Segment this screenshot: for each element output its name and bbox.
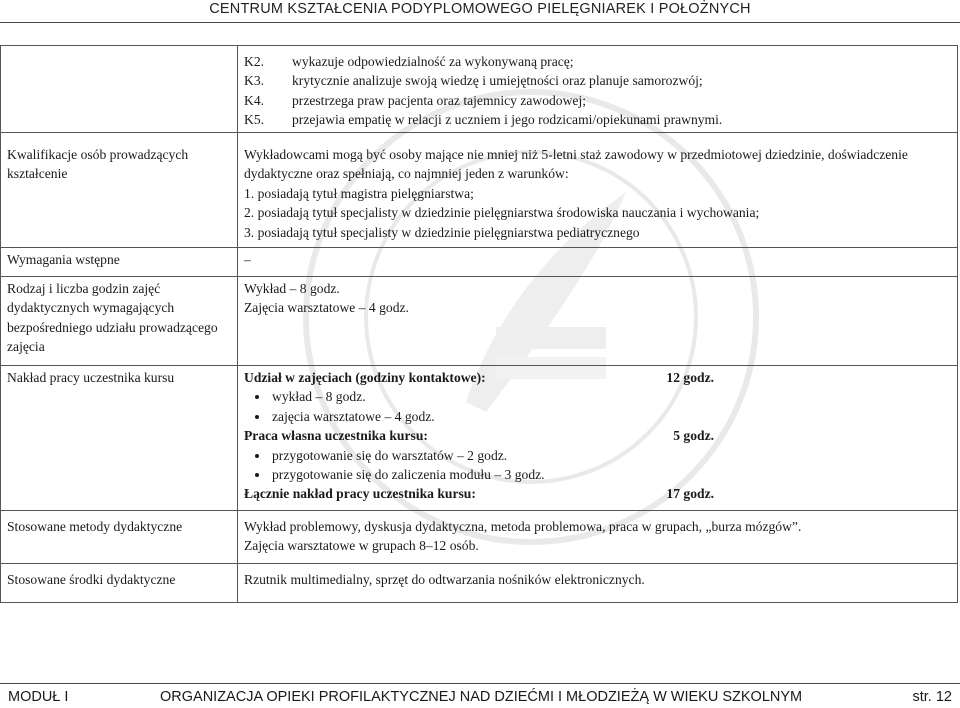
self-work-summary xyxy=(244,426,714,445)
tools-row xyxy=(1,564,958,603)
prerequisites-label: Wymagania wstępne xyxy=(1,248,238,277)
header-rule xyxy=(0,22,960,23)
header-title: CENTRUM KSZTAŁCENIA PODYPLOMOWEGO PIELĘGNIAREK I POŁOŻNYCH xyxy=(209,1,751,17)
qualifications-list xyxy=(244,184,951,242)
self-work-list xyxy=(244,446,951,485)
competency-code: K5. xyxy=(244,112,265,128)
competency-item xyxy=(244,110,951,129)
qualification-item: 3. posiadają tytuł specjalisty w dziedzinie pielęgniarstwa pediatrycznego xyxy=(244,224,640,240)
competency-text: krytycznie analizuje swoją wiedzę i umiejętności oraz planuje samorozwój; xyxy=(292,73,703,89)
contact-hours-summary xyxy=(244,368,714,387)
competency-item xyxy=(244,71,951,90)
hours-label: Rodzaj i liczba godzin zajęć dydaktycznych wymagających bezpośredniego udziału prowadzącego zajęcia xyxy=(1,277,238,366)
methods-line: Zajęcia warsztatowe w grupach 8–12 osób. xyxy=(244,538,479,554)
competencies-cell xyxy=(238,46,958,133)
hours-cell xyxy=(238,277,958,366)
total-workload-title: Łącznie nakład pracy uczestnika kursu: xyxy=(244,486,476,502)
self-work-total: 5 godz. xyxy=(673,428,714,444)
qualifications-label: Kwalifikacje osób prowadzących kształcenie xyxy=(1,133,238,248)
course-table xyxy=(0,45,958,603)
page-header xyxy=(0,0,960,22)
page-footer xyxy=(0,685,960,707)
competency-code: K2. xyxy=(244,54,265,69)
contact-hours-item: • zajęcia warsztatowe – 4 godz. xyxy=(270,407,951,426)
hours-line: Wykład – 8 godz. xyxy=(244,281,340,296)
total-workload-value: 17 godz. xyxy=(666,486,714,502)
contact-hours-title: Udział w zajęciach (godziny kontaktowe): xyxy=(244,370,486,385)
competency-text: przestrzega praw pacjenta oraz tajemnicy zawodowej; xyxy=(292,92,586,108)
footer-title: ORGANIZACJA OPIEKI PROFILAKTYCZNEJ NAD DZIEĆMI I MŁODZIEŻĄ W WIEKU SZKOLNYM xyxy=(160,689,803,705)
footer-page-number: str. 12 xyxy=(912,689,952,705)
self-work-item: • przygotowanie się do warsztatów – 2 godz. xyxy=(270,446,951,465)
qualification-item: 2. posiadają tytuł specjalisty w dziedzinie pielęgniarstwa środowiska nauczania i wychowania; xyxy=(244,205,760,221)
tools-value: Rzutnik multimedialny, sprzęt do odtwarzania nośników elektronicznych. xyxy=(238,564,958,603)
qualifications-row xyxy=(1,133,958,248)
workload-label: Nakład pracy uczestnika kursu xyxy=(1,366,238,511)
self-work-title: Praca własna uczestnika kursu: xyxy=(244,428,428,444)
methods-line: Wykład problemowy, dyskusja dydaktyczna, metoda problemowa, praca w grupach, „burza mózgów”. xyxy=(244,519,802,534)
workload-cell xyxy=(238,366,958,511)
contact-hours-list xyxy=(244,387,951,426)
footer-rule xyxy=(0,683,960,684)
prerequisites-value: – xyxy=(238,248,958,277)
qualifications-intro: Wykładowcami mogą być osoby mające nie mniej niż 5-letni staż zawodowy w przedmiotowej dziedzinie, doświadczenie dydaktyczne oraz spełniają, co najmniej jeden z warunków: xyxy=(244,147,908,182)
competency-text: przejawia empatię w relacji z uczniem i jego rodzicami/opiekunami prawnymi. xyxy=(292,112,723,128)
methods-cell xyxy=(238,511,958,564)
workload-row xyxy=(1,366,958,511)
tools-label: Stosowane środki dydaktyczne xyxy=(1,564,238,603)
self-work-item: • przygotowanie się do zaliczenia modułu – 3 godz. xyxy=(270,465,951,484)
competencies-row xyxy=(1,46,958,133)
qualifications-cell xyxy=(238,133,958,248)
hours-line: Zajęcia warsztatowe – 4 godz. xyxy=(244,300,409,316)
methods-label: Stosowane metody dydaktyczne xyxy=(1,511,238,564)
hours-row xyxy=(1,277,958,366)
qualification-item: 1. posiadają tytuł magistra pielęgniarstwa; xyxy=(244,185,474,201)
competencies-label-cell xyxy=(1,46,238,133)
competency-code: K3. xyxy=(244,73,265,89)
competency-item xyxy=(244,91,951,110)
contact-hours-item: • wykład – 8 godz. xyxy=(270,387,951,406)
contact-hours-total: 12 godz. xyxy=(666,370,714,385)
methods-row xyxy=(1,511,958,564)
footer-module: MODUŁ I xyxy=(8,689,69,705)
competency-text: wykazuje odpowiedzialność za wykonywaną pracę; xyxy=(292,54,574,69)
total-workload-summary xyxy=(244,484,714,503)
competency-code: K4. xyxy=(244,92,265,108)
prerequisites-row xyxy=(1,248,958,277)
competency-item xyxy=(244,52,951,71)
